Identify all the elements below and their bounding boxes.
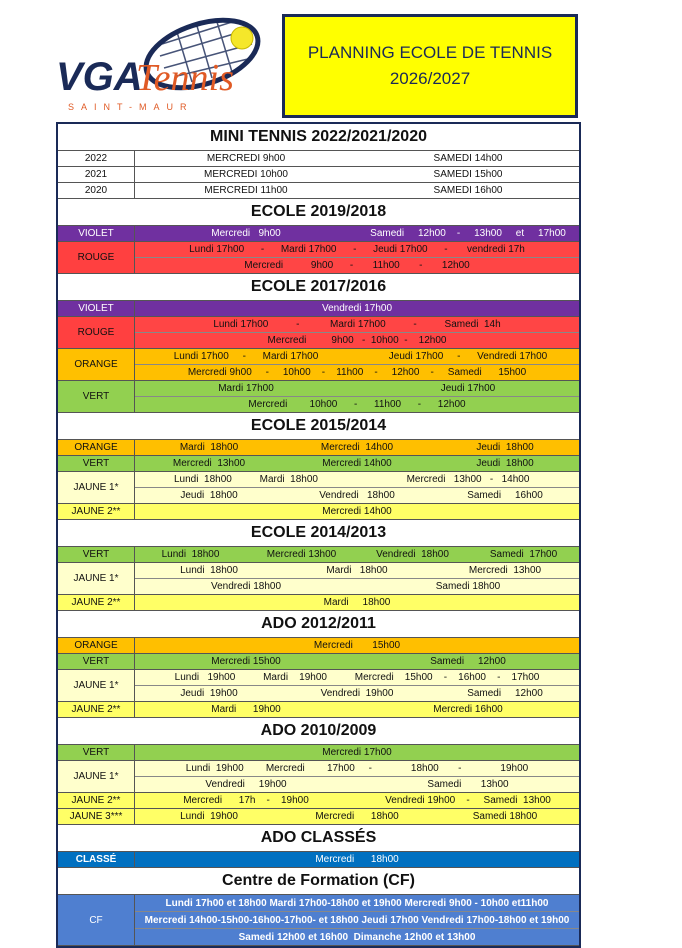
- schedule-slot: Jeudi 18h00: [476, 442, 534, 453]
- schedule-row: [135, 472, 579, 488]
- level-label: VERT: [58, 456, 135, 471]
- title-line-2: 2026/2027: [389, 69, 471, 88]
- level-group: [58, 809, 579, 825]
- schedule-row: [135, 895, 579, 912]
- schedule-slot: Lundi 18h00 Mardi 18h00: [174, 474, 318, 485]
- level-group: [58, 654, 579, 670]
- level-label: VIOLET: [58, 301, 135, 316]
- level-group: [58, 745, 579, 761]
- schedule-row: [135, 809, 579, 824]
- schedule-row: [135, 563, 579, 579]
- level-label: JAUNE 1*: [58, 472, 135, 503]
- level-label: 2022: [58, 151, 135, 166]
- schedule-slot: Mercredi 9h00 - 10h00 - 12h00: [267, 335, 447, 346]
- level-schedule: [135, 563, 579, 594]
- section-8: [58, 868, 579, 946]
- schedule-slot: MERCREDI 11h00: [204, 185, 288, 196]
- schedule-row: [135, 595, 579, 610]
- schedule-row: [135, 381, 579, 397]
- schedule-row: [135, 638, 579, 653]
- level-schedule: [135, 670, 579, 701]
- level-schedule: [135, 167, 579, 182]
- level-schedule: [135, 654, 579, 669]
- schedule-slot: Samedi 13h00: [427, 779, 509, 790]
- planning-title-box: [282, 14, 578, 118]
- schedule-slot: Vendredi 19h00 - Samedi 13h00: [385, 795, 551, 806]
- level-schedule: [135, 381, 579, 412]
- level-schedule: [135, 547, 579, 562]
- level-group: [58, 852, 579, 868]
- section-4: [58, 520, 579, 611]
- schedule-slot: Mardi 18h00: [323, 597, 391, 608]
- schedule-slot: Mercredi 13h00: [468, 565, 542, 576]
- level-label: 2020: [58, 183, 135, 198]
- schedule-slot: Lundi 19h00: [180, 811, 238, 822]
- level-schedule: [135, 183, 579, 198]
- svg-text:SAINT-MAUR: SAINT-MAUR: [68, 102, 194, 112]
- schedule-slot: Samedi 12h00: [430, 656, 506, 667]
- level-schedule: [135, 242, 579, 273]
- level-label: JAUNE 2**: [58, 793, 135, 808]
- schedule-slot: Samedi 18h00: [435, 581, 501, 592]
- level-group: [58, 472, 579, 504]
- section-title: ECOLE 2017/2016: [58, 274, 579, 301]
- schedule-slot: Lundi 19h00 Mardi 19h00 Mercredi 15h00 - 16h00 - 17h00: [174, 672, 540, 683]
- schedule-slot: Mercredi 15h00: [313, 640, 401, 651]
- schedule-slot: Samedi 12h00 et 16h00 Dimanche 12h00 et 13h00: [238, 931, 476, 943]
- schedule-slot: Lundi 17h00 - Mardi 17h00: [173, 351, 319, 362]
- level-schedule: [135, 595, 579, 610]
- schedule-row: [135, 440, 579, 455]
- schedule-row: [135, 301, 579, 316]
- schedule-slot: Lundi 17h00 et 18h00 Mardi 17h00-18h00 et 19h00 Mercredi 9h00 - 10h00 et11h00: [165, 897, 549, 909]
- schedule-slot: Mercredi 14h00: [322, 458, 392, 469]
- level-group: [58, 456, 579, 472]
- svg-text:Tennis: Tennis: [136, 57, 234, 99]
- level-group: [58, 301, 579, 317]
- level-group: [58, 638, 579, 654]
- schedule-row: [135, 242, 579, 258]
- schedule-slot: Mardi 17h00: [218, 383, 274, 394]
- schedule-row: [135, 258, 579, 273]
- level-group: [58, 793, 579, 809]
- level-label: JAUNE 2**: [58, 702, 135, 717]
- level-group: [58, 895, 579, 946]
- section-0: [58, 124, 579, 199]
- schedule-slot: Lundi 19h00 Mercredi 17h00 - 18h00 - 19h00: [185, 763, 529, 774]
- level-label: CF: [58, 895, 135, 945]
- schedule-slot: Mercredi 14h00: [322, 506, 392, 517]
- schedule-slot: Mercredi 9h00 - 11h00 - 12h00: [244, 260, 470, 271]
- schedule-slot: Mercredi 13h00: [266, 549, 337, 560]
- level-schedule: [135, 761, 579, 792]
- section-title: ADO 2012/2011: [58, 611, 579, 638]
- schedule-slot: SAMEDI 16h00: [433, 185, 503, 196]
- level-schedule: [135, 317, 579, 348]
- schedule-row: [135, 365, 579, 380]
- level-group: [58, 563, 579, 595]
- schedule-slot: Vendredi 17h00: [321, 303, 393, 314]
- schedule-slot: Mercredi 14h00: [320, 442, 394, 453]
- section-3: [58, 413, 579, 520]
- level-group: [58, 226, 579, 242]
- level-schedule: [135, 504, 579, 519]
- level-label: ORANGE: [58, 440, 135, 455]
- schedule-slot: Mercredi 10h00 - 11h00 - 12h00: [248, 399, 466, 410]
- schedule-row: [135, 793, 579, 808]
- level-schedule: [135, 472, 579, 503]
- schedule-row: [135, 456, 579, 471]
- schedule-row: [135, 226, 579, 241]
- title-line-1: PLANNING ECOLE DE TENNIS: [307, 43, 553, 62]
- section-title: MINI TENNIS 2022/2021/2020: [58, 124, 579, 151]
- section-6: [58, 718, 579, 825]
- schedule-row: [135, 670, 579, 686]
- level-group: [58, 151, 579, 167]
- level-group: [58, 183, 579, 199]
- schedule-row: [135, 745, 579, 760]
- schedule-slot: Mardi 19h00: [211, 704, 281, 715]
- level-group: [58, 547, 579, 563]
- schedule-row: [135, 504, 579, 519]
- level-group: [58, 670, 579, 702]
- tennis-racket-logo-icon: [52, 14, 262, 116]
- schedule-slot: Mercredi 15h00: [211, 656, 281, 667]
- level-label: 2021: [58, 167, 135, 182]
- schedule-slot: Samedi 16h00: [467, 490, 543, 501]
- schedule-slot: MERCREDI 10h00: [204, 169, 288, 180]
- schedule-slot: Jeudi 17h00: [440, 383, 496, 394]
- schedule-table: [56, 122, 581, 948]
- level-group: [58, 381, 579, 413]
- schedule-row: [135, 654, 579, 669]
- level-schedule: [135, 852, 579, 867]
- schedule-row: [135, 349, 579, 365]
- schedule-slot: Jeudi 18h00: [180, 490, 238, 501]
- svg-text:VGA: VGA: [56, 55, 143, 99]
- level-schedule: [135, 301, 579, 316]
- schedule-row: [135, 397, 579, 412]
- schedule-slot: Lundi 17h00 - Mardi 17h00 - Jeudi 17h00 - vendredi 17h: [189, 244, 525, 255]
- schedule-slot: Jeudi 17h00 - Vendredi 17h00: [388, 351, 548, 362]
- schedule-slot: Mercredi 9h00 - 10h00 - 11h00 - 12h00 - Samedi 15h00: [187, 367, 527, 378]
- schedule-slot: Lundi 18h00: [161, 549, 220, 560]
- level-label: VIOLET: [58, 226, 135, 241]
- level-label: ROUGE: [58, 317, 135, 348]
- schedule-slot: Samedi 17h00: [489, 549, 558, 560]
- schedule-row: [135, 702, 579, 717]
- schedule-slot: Mercredi 13h00 - 14h00: [406, 474, 530, 485]
- level-label: JAUNE 1*: [58, 670, 135, 701]
- section-1: [58, 199, 579, 274]
- level-label: ORANGE: [58, 349, 135, 380]
- schedule-slot: Mercredi 18h00: [315, 854, 399, 865]
- schedule-slot: Mardi 18h00: [179, 442, 239, 453]
- schedule-row: [135, 579, 579, 594]
- level-group: [58, 504, 579, 520]
- schedule-row: [135, 183, 579, 198]
- level-label: VERT: [58, 547, 135, 562]
- vga-tennis-logo: [52, 14, 262, 116]
- schedule-slot: SAMEDI 15h00: [433, 169, 503, 180]
- level-group: [58, 167, 579, 183]
- level-label: JAUNE 1*: [58, 761, 135, 792]
- schedule-slot: Mercredi 13h00: [172, 458, 246, 469]
- schedule-slot: SAMEDI 14h00: [433, 153, 503, 164]
- schedule-row: [135, 333, 579, 348]
- level-schedule: [135, 638, 579, 653]
- level-label: VERT: [58, 745, 135, 760]
- level-label: JAUNE 2**: [58, 504, 135, 519]
- level-group: [58, 761, 579, 793]
- level-schedule: [135, 151, 579, 166]
- level-label: VERT: [58, 381, 135, 412]
- schedule-slot: Samedi 12h00 - 13h00 et 17h00: [370, 228, 566, 239]
- level-schedule: [135, 745, 579, 760]
- schedule-slot: Vendredi 18h00: [210, 581, 282, 592]
- section-title: ECOLE 2015/2014: [58, 413, 579, 440]
- level-label: JAUNE 3***: [58, 809, 135, 824]
- section-2: [58, 274, 579, 413]
- schedule-slot: Mercredi 16h00: [433, 704, 503, 715]
- schedule-slot: Lundi 18h00: [180, 565, 238, 576]
- level-label: ROUGE: [58, 242, 135, 273]
- level-schedule: [135, 440, 579, 455]
- level-label: ORANGE: [58, 638, 135, 653]
- schedule-slot: Jeudi 18h00: [476, 458, 534, 469]
- section-title: ECOLE 2014/2013: [58, 520, 579, 547]
- schedule-row: [135, 167, 579, 182]
- section-title: Centre de Formation (CF): [58, 868, 579, 895]
- level-schedule: [135, 226, 579, 241]
- schedule-slot: Vendredi 19h00: [205, 779, 287, 790]
- schedule-slot: Mercredi 9h00: [211, 228, 281, 239]
- schedule-slot: Mercredi 17h - 19h00: [183, 795, 309, 806]
- level-schedule: [135, 349, 579, 380]
- level-group: [58, 440, 579, 456]
- level-schedule: [135, 895, 579, 945]
- schedule-row: [135, 151, 579, 166]
- level-label: CLASSÉ: [58, 852, 135, 867]
- level-label: JAUNE 2**: [58, 595, 135, 610]
- section-title: ECOLE 2019/2018: [58, 199, 579, 226]
- level-schedule: [135, 793, 579, 808]
- schedule-row: [135, 912, 579, 929]
- schedule-slot: Vendredi 18h00: [319, 490, 395, 501]
- section-7: [58, 825, 579, 868]
- schedule-slot: Mercredi 14h00-15h00-16h00-17h00- et 18h00 Jeudi 17h00 Vendredi 17h00-18h00 et 19h00: [144, 914, 570, 926]
- schedule-row: [135, 852, 579, 867]
- schedule-row: [135, 686, 579, 701]
- schedule-slot: Mercredi 18h00: [315, 811, 399, 822]
- level-group: [58, 317, 579, 349]
- schedule-slot: Jeudi 19h00: [180, 688, 238, 699]
- schedule-slot: Mardi 18h00: [326, 565, 388, 576]
- schedule-slot: Samedi 18h00: [472, 811, 538, 822]
- schedule-row: [135, 761, 579, 777]
- schedule-row: [135, 777, 579, 792]
- level-group: [58, 595, 579, 611]
- schedule-slot: Vendredi 18h00: [376, 549, 449, 560]
- schedule-row: [135, 547, 579, 562]
- schedule-slot: Vendredi 19h00: [320, 688, 394, 699]
- level-schedule: [135, 702, 579, 717]
- section-5: [58, 611, 579, 718]
- level-group: [58, 349, 579, 381]
- level-group: [58, 702, 579, 718]
- level-schedule: [135, 809, 579, 824]
- level-label: JAUNE 1*: [58, 563, 135, 594]
- level-schedule: [135, 456, 579, 471]
- schedule-row: [135, 317, 579, 333]
- section-title: ADO 2010/2009: [58, 718, 579, 745]
- schedule-slot: Lundi 17h00 - Mardi 17h00 - Samedi 14h: [213, 319, 501, 330]
- schedule-slot: Mercredi 17h00: [322, 747, 392, 758]
- level-group: [58, 242, 579, 274]
- schedule-row: [135, 929, 579, 945]
- level-label: VERT: [58, 654, 135, 669]
- schedule-slot: Samedi 12h00: [467, 688, 543, 699]
- schedule-row: [135, 488, 579, 503]
- section-title: ADO CLASSÉS: [58, 825, 579, 852]
- schedule-slot: MERCREDI 9h00: [206, 153, 286, 164]
